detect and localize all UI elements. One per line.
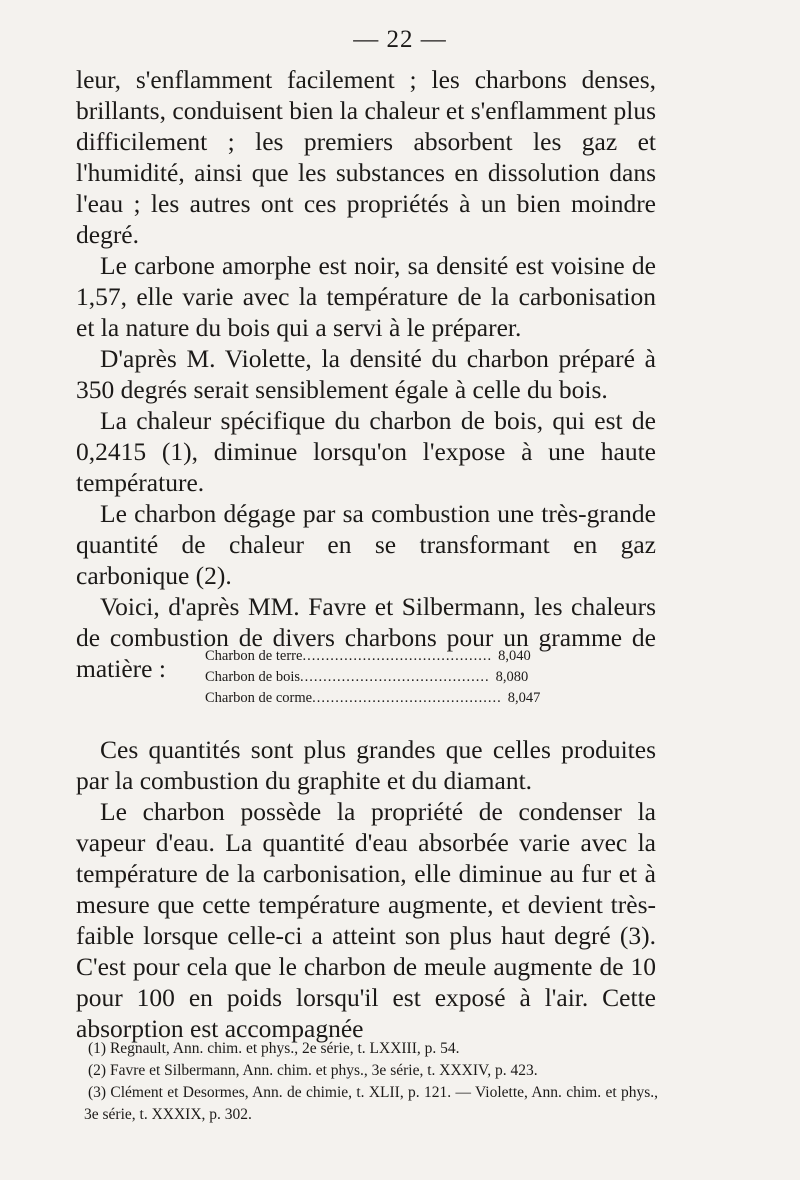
table-cell-value: 8,080 xyxy=(495,669,529,685)
footnote: (2) Favre et Silbermann, Ann. chim. et phys., 3e série, t. XXXIV, p. 423. xyxy=(88,1062,538,1079)
footnote: (1) Regnault, Ann. chim. et phys., 2e série, t. LXXIII, p. 54. xyxy=(88,1040,460,1057)
dot-leader: ......................................... xyxy=(312,690,502,706)
table-cell-name: Charbon de corme xyxy=(205,690,313,706)
body-text-bottom xyxy=(76,734,656,1044)
table-row xyxy=(205,688,541,709)
body-text-top xyxy=(76,64,656,684)
paragraph: Le carbone amorphe est noir, sa densité est voisine de 1,57, elle varie avec la température de la carbonisation et la nature du bois qui a servi à le préparer. xyxy=(76,251,656,342)
table-cell-name: Charbon de bois xyxy=(205,669,301,685)
footnotes xyxy=(84,1038,658,1126)
paragraph: Voici, d'après MM. Favre et Silbermann, les chaleurs de combustion de divers charbons pour un gramme de matière : xyxy=(76,592,656,683)
dot-leader: ......................................... xyxy=(300,669,490,685)
footnote: (3) Clément et Desormes, Ann. de chimie, t. XLII, p. 121. — Violette, Ann. chim. et phys., 3e série, t. XXXIX, p. 302. xyxy=(84,1084,658,1123)
dot-leader: ......................................... xyxy=(302,648,493,664)
table-cell-name: Charbon de terre xyxy=(205,648,303,664)
paragraph: Ces quantités sont plus grandes que celles produites par la combustion du graphite et du diamant. xyxy=(76,735,656,795)
paragraph: D'après M. Violette, la densité du charbon préparé à 350 degrés serait sensiblement égale à celle du bois. xyxy=(76,344,656,404)
page-number: — 22 — xyxy=(353,26,447,53)
paragraph: Le charbon possède la propriété de condenser la vapeur d'eau. La quantité d'eau absorbée varie avec la température de la carbonisation, elle diminue au fur et à mesure que cette température augmente, et devient très-faible lorsque celle-ci a atteint son plus haut degré (3). C'est pour cela que le charbon de meule augmente de 10 pour 100 en poids lorsqu'il est exposé à l'air. Cette absorption est accompagnée xyxy=(76,797,656,1043)
table-row xyxy=(205,646,531,667)
heat-of-combustion-table xyxy=(205,646,541,709)
paragraph: La chaleur spécifique du charbon de bois, qui est de 0,2415 (1), diminue lorsqu'on l'expose à une haute température. xyxy=(76,406,656,497)
paragraph: Le charbon dégage par sa combustion une très-grande quantité de chaleur en se transformant en gaz carbonique (2). xyxy=(76,499,656,590)
table-cell-value: 8,040 xyxy=(498,648,531,664)
table-cell-value: 8,047 xyxy=(507,690,541,706)
table-row xyxy=(205,667,529,688)
paragraph: leur, s'enflamment facilement ; les charbons denses, brillants, conduisent bien la chaleur et s'enflamment plus difficilement ; les premiers absorbent les gaz et l'humidité, ainsi que les substances en dissolution dans l'eau ; les autres ont ces propriétés à un bien moindre degré. xyxy=(76,65,656,249)
